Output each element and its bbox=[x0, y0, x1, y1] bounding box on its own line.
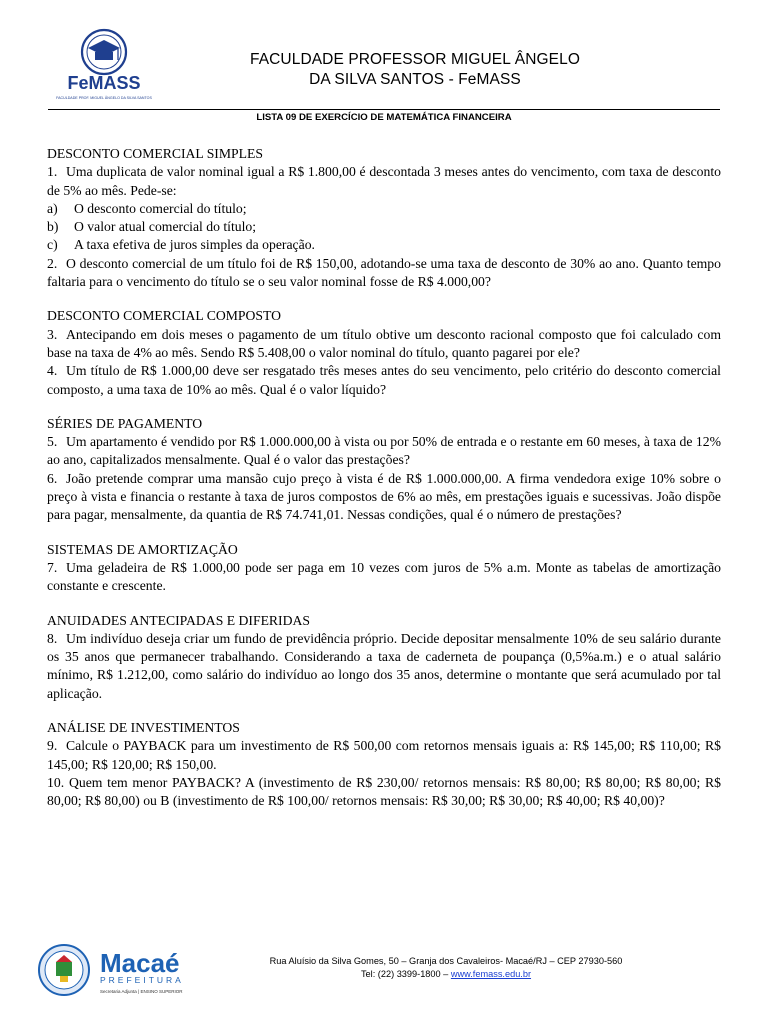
section-title: ANÁLISE DE INVESTIMENTOS bbox=[47, 720, 240, 736]
logo-subtext: FACULDADE PROF. MIGUEL ÂNGELO DA SILVA SANTOS bbox=[56, 96, 152, 100]
item-c bbox=[47, 236, 721, 254]
section-title: SÉRIES DE PAGAMENTO bbox=[47, 415, 203, 431]
question-text: Quem tem menor PAYBACK? A (investimento de R$ 230,00/ retornos mensais: R$ 80,00; R$ 80,00; R$ 80,00; R$ 80,00; R$ 80,00) ou B (investimento de R$ 100,00/ retornos mensais: R$ 30,00; R$ 30,00; R$ 40,00; R$ 40,00)? bbox=[47, 774, 721, 809]
item-a bbox=[47, 200, 721, 218]
question-number: 8. bbox=[47, 630, 58, 646]
question-number: 10. bbox=[47, 774, 65, 790]
question-8 bbox=[47, 630, 721, 703]
logo-text: FeMASS bbox=[67, 73, 141, 93]
tel-label: Tel: (22) 3399-1800 – bbox=[360, 969, 451, 979]
section-title: DESCONTO COMERCIAL COMPOSTO bbox=[47, 308, 281, 324]
header-divider bbox=[48, 109, 720, 110]
question-3 bbox=[47, 326, 721, 363]
question-5 bbox=[47, 433, 721, 470]
institution-title bbox=[210, 50, 620, 90]
question-number: 4. bbox=[47, 363, 58, 379]
macae-secretaria-text: Secretaria Adjunta | ENSINO SUPERIOR bbox=[100, 989, 183, 994]
item-label: c) bbox=[47, 237, 58, 253]
question-number: 6. bbox=[47, 470, 58, 486]
section-analise-de-investimentos bbox=[47, 719, 721, 810]
section-title: SISTEMAS DE AMORTIZAÇÃO bbox=[47, 541, 238, 557]
macae-prefeitura-text: PREFEITURA bbox=[100, 975, 184, 985]
question-number: 3. bbox=[47, 326, 58, 342]
section-title: DESCONTO COMERCIAL SIMPLES bbox=[47, 146, 263, 161]
question-4 bbox=[47, 362, 721, 399]
section-desconto-comercial-composto bbox=[47, 307, 721, 398]
question-2 bbox=[47, 255, 721, 292]
question-number: 1. bbox=[47, 164, 58, 180]
item-text: O valor atual comercial do título; bbox=[74, 219, 257, 235]
exercise-content bbox=[47, 145, 721, 827]
macae-logo-text: Macaé bbox=[100, 948, 180, 978]
question-7 bbox=[47, 559, 721, 596]
section-sistemas-de-amortizacao bbox=[47, 541, 721, 596]
question-text: Uma duplicata de valor nominal igual a R$ 1.800,00 é descontada 3 meses antes do vencimento, com taxa de desconto de 5% ao mês. Pede-se: bbox=[47, 164, 721, 198]
section-anuidades bbox=[47, 612, 721, 703]
question-number: 9. bbox=[47, 738, 58, 754]
question-text: Um apartamento é vendido por R$ 1.000.000,00 à vista ou por 50% de entrada e o restante em 60 meses, à taxa de 12% ao ano, capitalizados mensalmente. Qual é o valor das prestações? bbox=[47, 434, 721, 468]
question-10 bbox=[47, 774, 721, 811]
question-number: 2. bbox=[47, 255, 58, 271]
section-title: ANUIDADES ANTECIPADAS E DIFERIDAS bbox=[47, 612, 310, 628]
footer-address bbox=[236, 955, 656, 981]
question-text: Um título de R$ 1.000,00 deve ser resgatado três meses antes do seu vencimento, pelo critério do desconto comercial composto, a uma taxa de 10% ao mês. Qual é o valor líquido? bbox=[47, 363, 721, 397]
question-number: 5. bbox=[47, 434, 58, 450]
question-9 bbox=[47, 737, 721, 774]
question-1 bbox=[47, 163, 721, 200]
femass-logo bbox=[48, 28, 160, 104]
section-desconto-comercial-simples bbox=[47, 145, 721, 291]
website-link[interactable]: www.femass.edu.br bbox=[450, 969, 532, 979]
question-text: Uma geladeira de R$ 1.000,00 pode ser paga em 10 vezes com juros de 5% a.m. Monte as tabelas de amortização constante e crescente. bbox=[47, 559, 721, 594]
question-text: O desconto comercial de um título foi de R$ 150,00, adotando-se uma taxa de desconto de 30% ao ano. Quanto tempo faltaria para o vencimento do título se o seu valor nominal fosse de R$ 4.000,00? bbox=[47, 255, 721, 290]
question-number: 7. bbox=[47, 559, 58, 575]
section-series-de-pagamento bbox=[47, 415, 721, 525]
question-text: Um indivíduo deseja criar um fundo de previdência próprio. Decide depositar mensalmente 10% de seu salário durante os 35 anos que permanecer trabalhando. Considerando a taxa de caderneta de poupança (0,5%a.m.) e o atual salário mínimo, R$ 1.212,00, como salário do indivíduo ao longo dos 35 anos, determine o montante que será acumulado por tal aplicação. bbox=[47, 630, 721, 701]
question-6 bbox=[47, 470, 721, 525]
question-text: Calcule o PAYBACK para um investimento de R$ 500,00 com retornos mensais iguais a: R$ 145,00; R$ 110,00; R$ 145,00; R$ 120,00; R$ 150,00. bbox=[47, 738, 721, 772]
institution-line-1: FACULDADE PROFESSOR MIGUEL ÂNGELO bbox=[249, 51, 581, 68]
item-b bbox=[47, 218, 721, 236]
item-text: A taxa efetiva de juros simples da operação. bbox=[74, 237, 315, 253]
question-text: João pretende comprar uma mansão cujo preço à vista é de R$ 1.000.000,00. A firma vendedora exige 10% sobre o preço à vista e financia o restante à taxa de juros compostos de 6% ao mês, em prestações iguais e sucessivas. João dispõe para pagar, mensalmente, da quantia de R$ 74.741,01. Nessas condições, qual é o número de prestações? bbox=[47, 470, 721, 523]
question-text: Antecipando em dois meses o pagamento de um título obtive um desconto racional composto que foi calculado com base na taxa de 4% ao mês. Sendo R$ 5.408,00 o valor nominal do título, quanto pagarei por ele? bbox=[47, 326, 721, 360]
item-label: a) bbox=[47, 200, 58, 216]
contact-line bbox=[236, 968, 656, 981]
address-line: Rua Aluísio da Silva Gomes, 50 – Granja dos Cavaleiros- Macaé/RJ – CEP 27930-560 bbox=[269, 956, 623, 966]
institution-line-2: DA SILVA SANTOS - FeMASS bbox=[309, 71, 521, 88]
macae-prefeitura-logo bbox=[36, 942, 196, 998]
item-label: b) bbox=[47, 219, 59, 235]
item-text: O desconto comercial do título; bbox=[74, 200, 247, 216]
list-title: LISTA 09 DE EXERCÍCIO DE MATEMÁTICA FINANCEIRA bbox=[256, 112, 512, 123]
